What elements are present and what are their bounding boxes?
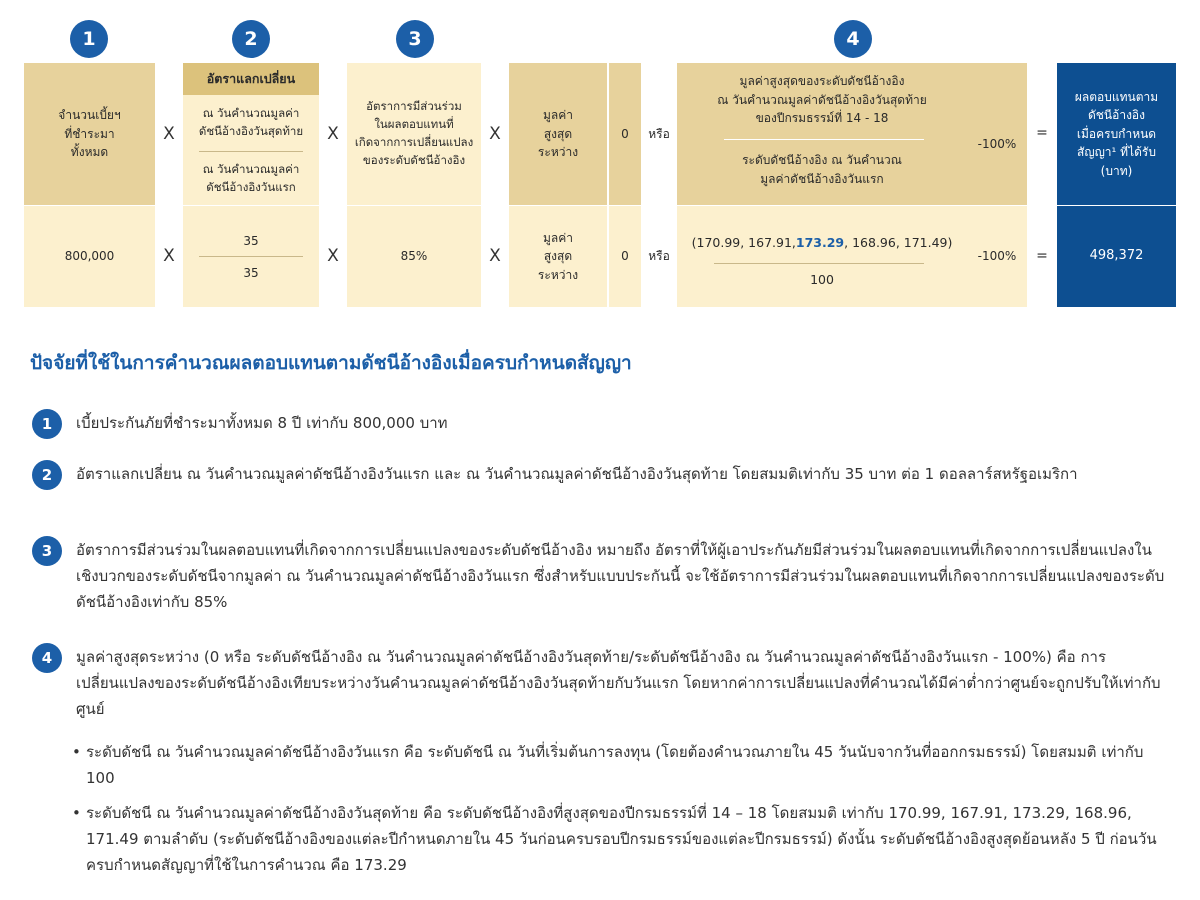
bullet-dot: • (72, 804, 81, 822)
item-badge-4: 4 (32, 643, 62, 673)
header-multiply-1: X (155, 63, 183, 205)
header-multiply-3: X (481, 63, 509, 205)
row-result: 498,372 (1057, 206, 1176, 307)
section-title: ปัจจัยที่ใช้ในการคำนวณผลตอบแทนตามดัชนีอ้างอิงเมื่อครบกำหนดสัญญา (30, 352, 632, 374)
row-max-between: มูลค่า สูงสุด ระหว่าง (509, 206, 607, 307)
item-text-4: มูลค่าสูงสุดระหว่าง (0 หรือ ระดับดัชนีอ้างอิง ณ วันคำนวณมูลค่าดัชนีอ้างอิงวันสุดท้าย/ระดับดัชนีอ้างอิง ณ วันคำนวณมูลค่าดัชนีอ้างอิงวันแรก - 100%) คือ การเปลี่ยนแปลงของระดับดัชนีอ้างอิงเทียบระหว่างวันคำนวณมูลค่าดัชนีอ้างอิงวันสุดท้ายกับวันแรก โดยหากค่าการเปลี่ยนแปลงที่คำนวณได้มีค่าต่ำกว่าศูนย์จะถูกปรับให้เท่ากับศูนย์ (76, 648, 1161, 718)
bullet-dot: • (72, 743, 81, 761)
header-participation: อัตราการมีส่วนร่วม ในผลตอบแทนที่ เกิดจากการเปลี่ยนแปลง ของระดับดัชนีอ้างอิง (347, 63, 481, 205)
header-formula-divider (724, 139, 924, 140)
row-multiply-2: X (319, 206, 347, 307)
step-badge-4: 4 (834, 20, 872, 58)
row-multiply-1: X (155, 206, 183, 307)
row-fx-bottom: 35 (243, 265, 259, 280)
bullet-first-day-index (72, 739, 1172, 791)
row-total-premium: 800,000 (24, 206, 155, 307)
item-text-2: อัตราแลกเปลี่ยน ณ วันคำนวณมูลค่าดัชนีอ้างอิงวันแรก และ ณ วันคำนวณมูลค่าดัชนีอ้างอิงวันสุดท้าย โดยสมมติเท่ากับ 35 บาท ต่อ 1 ดอลลาร์สหรัฐอเมริกา (76, 465, 1078, 483)
item-badge-1: 1 (32, 409, 62, 439)
header-equals: = (1027, 63, 1057, 205)
bullet-text-2: ระดับดัชนี ณ วันคำนวณมูลค่าดัชนีอ้างอิงวันสุดท้าย คือ ระดับดัชนีอ้างอิงที่สูงสุดของปีกรมธรรม์ที่ 14 – 18 โดยสมมติ เท่ากับ 170.99, 167.91, 173.29, 168.96, 171.49 ตามลำดับ (ระดับดัชนีอ้างอิงของแต่ละปีกำหนดภายใน 45 วันก่อนครบรอบปีกรมธรรม์ของแต่ละปีกรมธรรม์) ดังนั้น ระดับดัชนีอ้างอิงสูงสุดย้อนหลัง 5 ปี ก่อนวันครบกำหนดสัญญาที่ใช้ในการคำนวณ คือ 173.29 (86, 804, 1157, 874)
step-badge-3: 3 (396, 20, 434, 58)
row-fx-top: 35 (243, 233, 259, 248)
row-formula-values-pre: (170.99, 167.91, (691, 235, 796, 251)
header-result: ผลตอบแทนตาม ดัชนีอ้างอิง เมื่อครบกำหนด สัญญา¹ ที่ได้รับ (บาท) (1057, 63, 1176, 205)
row-minus-100: -100% (977, 249, 1017, 264)
header-total-premium: จำนวนเบี้ยฯ ที่ชำระมา ทั้งหมด (24, 63, 155, 205)
header-minus-100: -100% (977, 136, 1017, 151)
header-or: หรือ (641, 63, 677, 205)
item-text-3: อัตราการมีส่วนร่วมในผลตอบแทนที่เกิดจากการเปลี่ยนแปลงของระดับดัชนีอ้างอิง หมายถึง อัตราที่ให้ผู้เอาประกันภัยมีส่วนร่วมในผลตอบแทนที่เกิดจากการเปลี่ยนแปลงในเชิงบวกของระดับดัชนีจากมูลค่า ณ วันคำนวณมูลค่าดัชนีอ้างอิงวันแรก ซึ่งสำหรับแบบประกันนี้ จะใช้อัตราการมีส่วนร่วมในผลตอบแทนที่เกิดจากการเปลี่ยนแปลงของระดับดัชนีอ้างอิงเท่ากับ 85% (76, 541, 1165, 611)
row-formula-divider (714, 263, 924, 264)
row-equals: = (1027, 206, 1057, 307)
row-zero: 0 (609, 206, 641, 307)
header-formula-denominator: ระดับดัชนีอ้างอิง ณ วันคำนวณ มูลค่าดัชนีอ้างอิงวันแรก (742, 153, 902, 186)
row-multiply-3: X (481, 206, 509, 307)
header-multiply-2: X (319, 63, 347, 205)
header-max-between: มูลค่า สูงสุด ระหว่าง (509, 63, 607, 205)
header-formula-numerator: มูลค่าสูงสุดของระดับดัชนีอ้างอิง ณ วันคำนวณมูลค่าดัชนีอ้างอิงวันสุดท้าย ของปีกรมธรรม์ที่ 14 - 18 (717, 74, 927, 126)
bullet-text-1: ระดับดัชนี ณ วันคำนวณมูลค่าดัชนีอ้างอิงวันแรก คือ ระดับดัชนี ณ วันที่เริ่มต้นการลงทุน (โดยต้องคำนวณภายใน 45 วันนับจากวันที่ออกกรมธรรม์) โดยสมมติ เท่ากับ 100 (86, 743, 1144, 787)
row-formula-max-value: 173.29 (795, 235, 845, 251)
bullet-last-day-index (72, 800, 1172, 878)
header-fx-title: อัตราแลกเปลี่ยน (183, 63, 319, 95)
header-fx-last: ณ วันคำนวณมูลค่า ดัชนีอ้างอิงวันสุดท้าย (198, 106, 304, 138)
step-badge-1: 1 (70, 20, 108, 58)
row-participation: 85% (347, 206, 481, 307)
row-or: หรือ (641, 206, 677, 307)
row-formula-values-post: , 168.96, 171.49) (844, 235, 953, 251)
step-badge-2: 2 (232, 20, 270, 58)
row-fx-divider (199, 256, 303, 257)
row-formula-numerator (677, 228, 967, 258)
header-zero: 0 (609, 63, 641, 205)
item-text-1: เบี้ยประกันภัยที่ชำระมาทั้งหมด 8 ปี เท่ากับ 800,000 บาท (76, 414, 448, 432)
item-badge-2: 2 (32, 460, 62, 490)
header-fx-first: ณ วันคำนวณมูลค่า ดัชนีอ้างอิงวันแรก (202, 161, 300, 194)
formula-table (24, 63, 1176, 307)
row-formula-denominator: 100 (810, 272, 834, 288)
item-badge-3: 3 (32, 536, 62, 566)
